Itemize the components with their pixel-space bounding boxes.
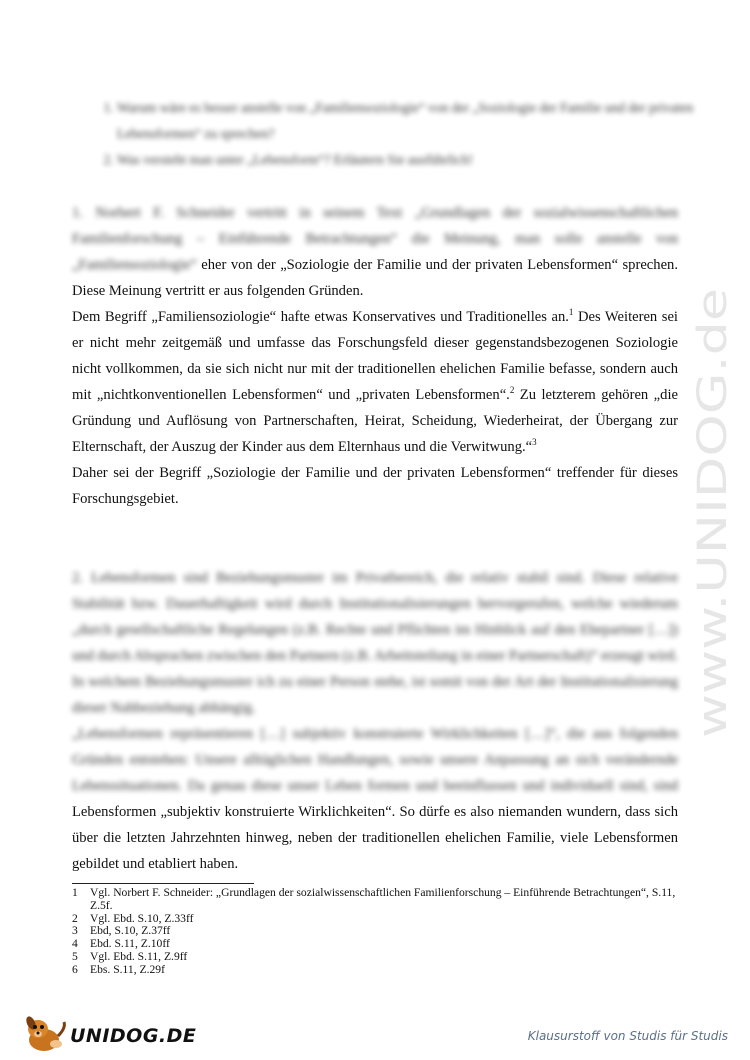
footnote-item	[72, 887, 680, 913]
section-1-text-b: Des Weiteren sei er nicht mehr zeitgemäß und umfasse das Forschungsfeld dieser gegenstandsbezogenen Soziologie nicht vollkommen, da sie sich nicht nur mit der traditionellen ehelichen Familie befasse, sondern auch mit „nichtkonventionellen Lebensformen“ und „privaten Lebensformen“.	[72, 309, 678, 403]
logo-text: UNIDOG.DE	[70, 1025, 197, 1047]
section-1-paragraph-2	[72, 304, 678, 460]
footnote-ref-3: 3	[532, 437, 537, 448]
footnote-item	[72, 964, 680, 977]
section-1-text-a: Dem Begriff „Familiensoziologie“ hafte etwas Konservatives und Traditionelles an.	[72, 309, 569, 325]
footer-slogan: Klausurstoff von Studis für Studis	[527, 1029, 728, 1043]
footnote-text: Vgl. Ebd. S.10, Z.33ff	[90, 911, 194, 925]
section-2	[72, 565, 678, 877]
watermark-text: www.UNIDOG.de	[690, 403, 736, 738]
footnote-text: Ebd, S.10, Z.37ff	[90, 924, 171, 938]
footnote-ref-2: 2	[509, 385, 515, 396]
footnote-text: Vgl. Norbert F. Schneider: „Grundlagen der sozialwissenschaftlichen Familienforschung – Einführende Betrachtungen“, S.11, Z.5f.	[90, 886, 676, 912]
footnote-number: 5	[72, 949, 78, 963]
section-1-text-c: Zu letzterem gehören „die Gründung und Auflösung von Partnerschaften, Heirat, Scheidung, Wiederheirat, der Übergang zur Elternschaft, der Auszug der Kinder aus dem Elternhaus und die Verwitwung.“	[72, 387, 678, 455]
footnote-text: Ebs. S.11, Z.29f	[90, 962, 165, 976]
section-1	[72, 200, 678, 512]
question-2: 2. Was versteht man unter „Lebensform“? Erläutern Sie ausführlich!	[117, 147, 695, 173]
section-2-text-blurred: „Lebensformen repräsentieren […] subjektiv konstruierte Wirklichkeiten […]“, die aus folgenden Gründen entstehen: Unsere alltäglichen Handlungen, sowie unsere Anpassung an sich verändernde Lebenssituationen. Da genau diese unser Leben formen und beeinflussen und individuell sind, sind	[72, 726, 678, 794]
question-1: 1. Warum wäre es besser anstelle von „Familiensoziologie“ von der „Soziologie der Familie und der privaten Lebensformen“ zu sprechen?	[117, 95, 695, 147]
unidog-logo[interactable]	[22, 1014, 222, 1054]
section-1-intro-blurred: 1. Norbert F. Schneider vertritt in seinem Text „Grundlagen der sozialwissenschaftlichen Familienforschung – Einführende Betrachtungen“ die Meinung, man solle anstelle von „Familiensoziologie“	[72, 205, 678, 273]
footnote-number: 3	[72, 924, 78, 938]
footnote-text: Vgl. Ebd. S.11, Z.9ff	[90, 949, 188, 963]
section-1-intro: eher von der „Soziologie der Familie und der privaten Lebensformen“ sprechen. Diese Meinung vertritt er aus folgenden Gründen.	[72, 257, 678, 299]
footnote-number: 1	[72, 886, 78, 899]
footnote-number: 4	[72, 937, 78, 951]
footnotes	[72, 887, 680, 977]
footnote-item	[72, 951, 680, 964]
section-2-text-visible: Lebensformen „subjektiv konstruierte Wirklichkeiten“. So dürfe es also niemanden wundern, dass sich über die letzten Jahrzehnten hinweg, neben der traditionellen ehelichen Familie, viele Lebensformen gebildet und etabliert haben.	[72, 804, 678, 872]
footnote-number: 6	[72, 962, 78, 976]
footnote-number: 2	[72, 911, 78, 925]
footnote-divider	[72, 883, 254, 884]
footnote-text: Ebd. S.11, Z.10ff	[90, 937, 170, 951]
dog-icon	[22, 1014, 68, 1054]
watermark	[690, 280, 740, 740]
section-2-paragraph-2	[72, 721, 678, 877]
footnote-ref-1: 1	[568, 307, 574, 318]
section-1-paragraph-3: Daher sei der Begriff „Soziologie der Familie und der privaten Lebensformen“ treffender für dieses Forschungsgebiet.	[72, 465, 678, 507]
section-2-paragraph-1: 2. Lebensformen sind Beziehungsmuster im Privatbereich, die relativ stabil sind. Diese relative Stabilität bzw. Dauerhaftigkeit wird durch Institutionalisierungen hervorgerufen, welche wiederum „durch gesellschaftliche Regelungen (z.B. Rechte und Pflichten im Hinblick auf den Ehepartner […]) und durch Absprachen zwischen den Partnern (z.B. Arbeitsteilung in einer Partnerschaft)“ erzeugt wird. In welchem Beziehungsmuster ich zu einer Person stehe, ist somit von der Art der Institutionalisierung dieser Nahbeziehung abhängig.	[72, 570, 678, 716]
questions-list	[95, 95, 695, 173]
